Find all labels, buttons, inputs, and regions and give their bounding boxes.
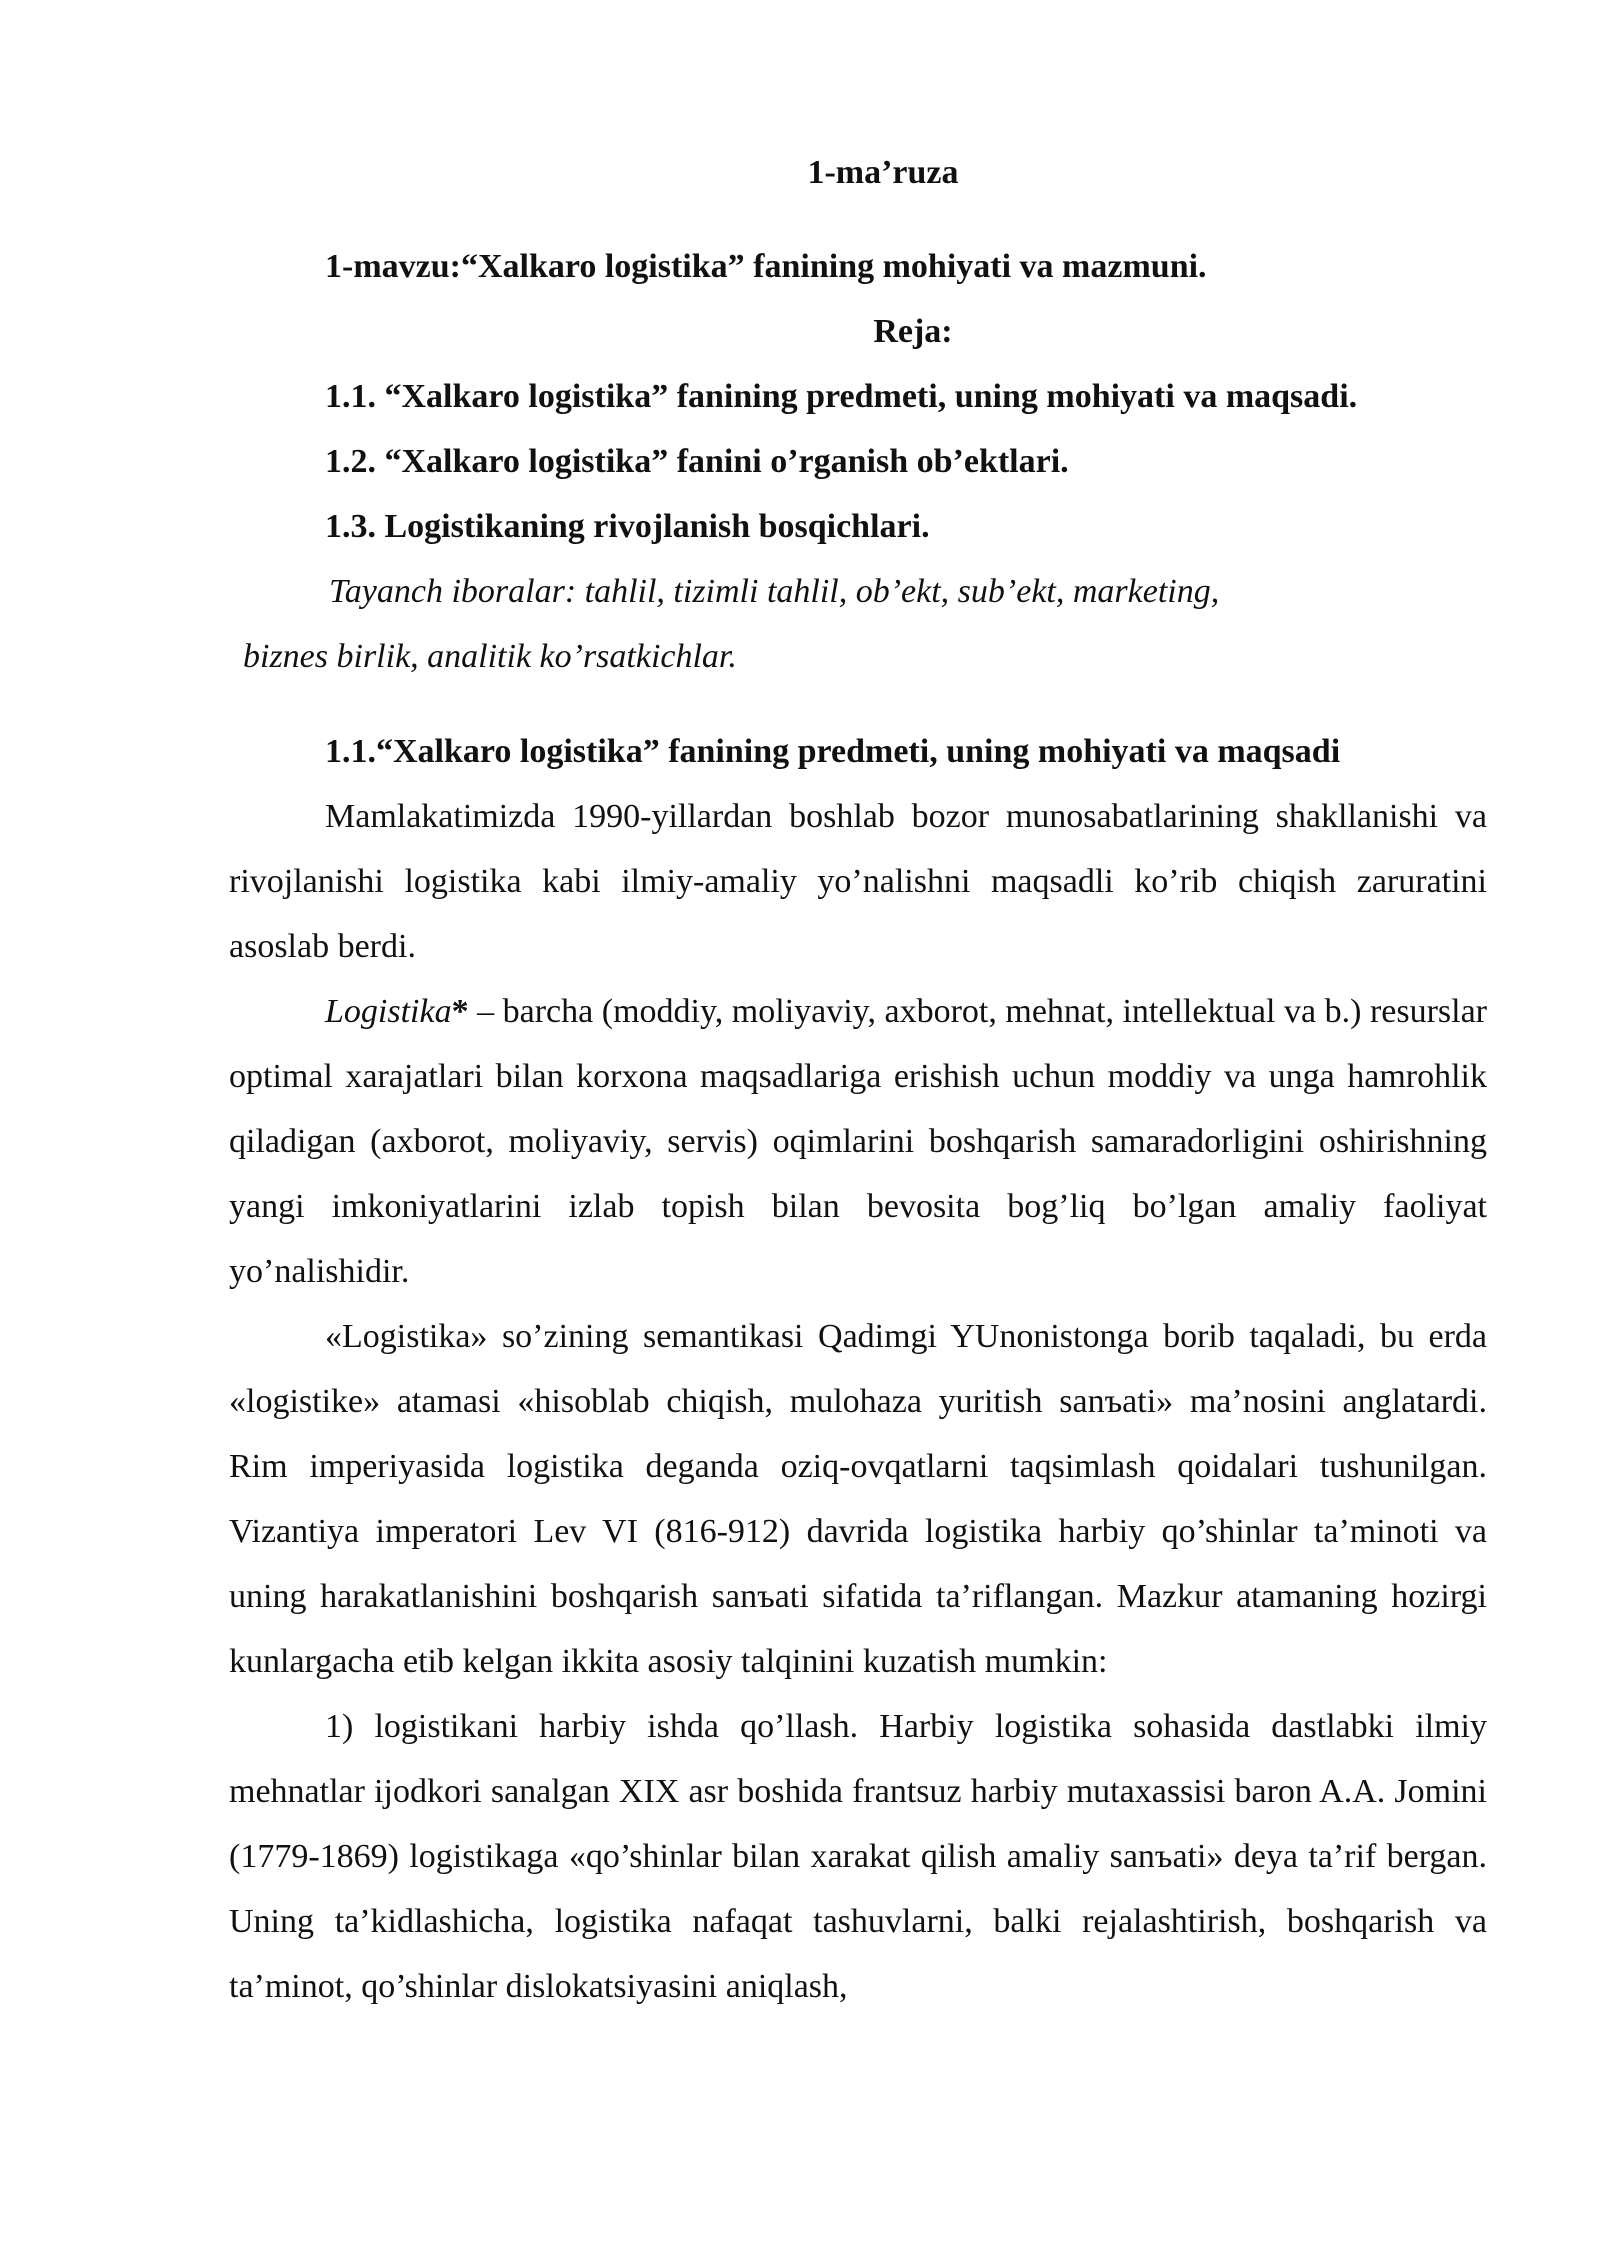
paragraph-3: «Logistika» so’zining semantikasi Qadimgi YUnonistonga borib taqaladi, bu erda «logistike» atamasi «hisoblab chiqish, mulohaza yuritish sanъati» ma’nosini anglatardi. Rim imperiyasida logistika deganda oziq-ovqatlarni taqsimlash qoidalari tushunilgan. Vizantiya imperatori Lev VI (816-912) davrida logistika harbiy qo’shinlar ta’minoti va uning harakatlanishini boshqarish sanъati sifatida ta’riflangan. Mazkur atamaning hozirgi kunlargacha etib kelgan ikkita asosiy talqinini kuzatish mumkin:	[229, 1318, 1487, 1680]
section-heading: 1.1.“Xalkaro logistika” fanining predmeti, uning mohiyati va maqsadi	[325, 733, 1341, 770]
lecture-label: 1-ma’ruza	[807, 154, 959, 191]
plan-item-2: 1.2. “Xalkaro logistika” fanini o’rganish ob’ektlari.	[325, 443, 1069, 480]
footnote-star: *	[451, 993, 469, 1030]
document-page	[229, 140, 1487, 2019]
keywords-line-1: Tayanch iboralar: tahlil, tizimli tahlil, ob’ekt, sub’ekt, marketing,	[329, 573, 1220, 610]
keywords	[229, 559, 1487, 689]
plan-label: Reja:	[873, 313, 953, 350]
keywords-line-2: biznes birlik, analitik ko’rsatkichlar.	[243, 638, 737, 675]
paragraph-1: Mamlakatimizda 1990-yillardan boshlab bozor munosabatlarining shakllanishi va rivojlanishi logistika kabi ilmiy-amaliy yo’nalishni maqsadli ko’rib chiqish zaruratini asoslab berdi.	[229, 798, 1487, 965]
paragraph-2-body: – barcha (moddiy, moliyaviy, axborot, mehnat, intellektual va b.) resurslar optimal xarajatlari bilan korxona maqsadlariga erishish uchun moddiy va unga hamrohlik qiladigan (axborot, moliyaviy, servis) oqimlarini boshqarish samaradorligini oshirishning yangi imkoniyatlarini izlab topish bilan bevosita bog’liq bo’lgan amaliy faoliyat yo’nalishidir.	[229, 993, 1487, 1290]
logistika-term: Logistika	[325, 993, 452, 1030]
paragraph-4: 1) logistikani harbiy ishda qo’llash. Harbiy logistika sohasida dastlabki ilmiy mehnatlar ijodkori sanalgan XIX asr boshida frantsuz harbiy mutaxassisi baron A.A. Jomini (1779-1869) logistikaga «qo’shinlar bilan xarakat qilish amaliy sanъati» deya ta’rif bergan. Uning ta’kidlashicha, logistika nafaqat tashuvlarni, balki rejalashtirish, boshqarish va ta’minot, qo’shinlar dislokatsiyasini aniqlash,	[229, 1708, 1487, 2005]
plan-item-1: 1.1. “Xalkaro logistika” fanining predmeti, uning mohiyati va maqsadi.	[325, 378, 1358, 415]
topic-title: 1-mavzu:“Xalkaro logistika” fanining mohiyati va mazmuni.	[325, 248, 1207, 285]
plan-item-3: 1.3. Logistikaning rivojlanish bosqichlari.	[325, 508, 930, 545]
paragraph-2	[229, 979, 1487, 1304]
